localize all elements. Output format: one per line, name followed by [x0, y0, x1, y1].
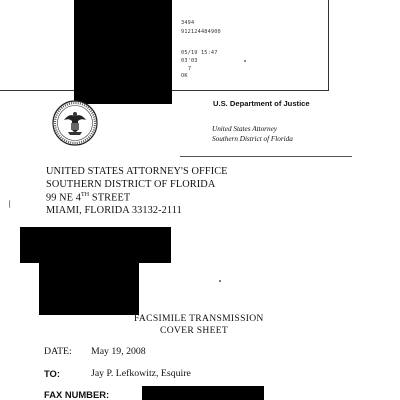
report-line-2: 912124484900 [181, 29, 221, 35]
doj-seal-icon [52, 100, 98, 146]
address-line-3: 99 NE 4TH STREET [46, 192, 131, 204]
hole-punch-mark [9, 200, 12, 208]
report-line-4: 03'03 [181, 58, 198, 64]
redaction-block-top [74, 0, 172, 104]
office-line-2: Southern District of Florida [212, 135, 293, 143]
office-line-1: United States Attorney [212, 125, 277, 133]
date-value: May 19, 2008 [91, 346, 146, 357]
cover-title-line-1: FACSIMILE TRANSMISSION [134, 313, 264, 324]
report-line-5: 7 [188, 66, 192, 72]
date-label: DATE: [44, 346, 72, 357]
report-line-1: 3494 [181, 20, 195, 26]
cover-title-line-2: COVER SHEET [160, 325, 229, 336]
redaction-block-middle [20, 227, 171, 263]
fax-number-label: FAX NUMBER: [44, 389, 110, 400]
address-line-1: UNITED STATES ATTORNEY'S OFFICE [46, 166, 228, 177]
report-mark [244, 60, 246, 62]
report-line-3: 05/19 15:47 [181, 50, 218, 56]
redaction-block-fax [142, 386, 264, 400]
scan-speck [219, 280, 221, 282]
to-label: TO: [44, 368, 60, 379]
department-title: U.S. Department of Justice [213, 99, 310, 108]
letterhead-divider [180, 156, 352, 157]
report-line-6: OK [181, 73, 188, 79]
redaction-block-lower [39, 263, 139, 315]
address-line-2: SOUTHERN DISTRICT OF FLORIDA [46, 179, 216, 190]
address-line-4: MIAMI, FLORIDA 33132-2111 [46, 205, 182, 216]
to-value: Jay P. Lefkowitz, Esquire [91, 368, 191, 379]
